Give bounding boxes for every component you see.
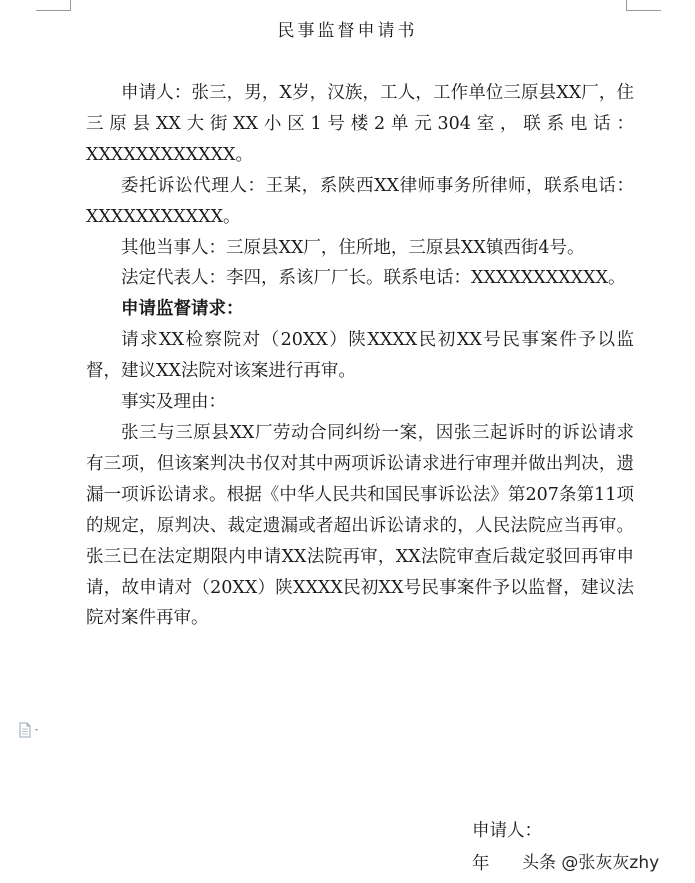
page-corner-mark-left bbox=[36, 0, 71, 11]
document-icon[interactable] bbox=[18, 722, 44, 738]
heading-facts-and-reasons: 事实及理由： bbox=[121, 392, 226, 413]
paragraph-applicant: 申请人：张三，男，X岁，汉族，工人，工作单位三原县XX厂，住三原县XX大街XX小区1号楼2单元304室，联系电话：XXXXXXXXXXXX。 bbox=[86, 83, 634, 165]
document-title: 民事监督申请书 bbox=[277, 21, 418, 41]
document-body bbox=[86, 78, 634, 634]
heading-supervision-request: 申请监督请求： bbox=[121, 299, 244, 320]
paragraph-facts: 张三与三原县XX厂劳动合同纠纷一案，因张三起诉时的诉讼请求有三项，但该案判决书仅对其中两项诉讼请求进行审理并做出判决，遗漏一项诉讼请求。根据《中华人民共和国民事诉讼法》第207条第11项的规定，原判决、裁定遗漏或者超出诉讼请求的，人民法院应当再审。张三已在法定期限内申请XX法院再审，XX法院审查后裁定驳回再审申请，故申请对（20XX）陕XXXX民初XX号民事案件予以监督，建议法院对案件再审。 bbox=[86, 422, 634, 629]
paragraph-request: 请求XX检察院对（20XX）陕XXXX民初XX号民事案件予以监督，建议XX法院对该案进行再审。 bbox=[86, 330, 634, 382]
paragraph-agent: 委托诉讼代理人：王某，系陕西XX律师事务所律师，联系电话：XXXXXXXXXXX。 bbox=[86, 175, 634, 227]
signature-label: 申请人： bbox=[472, 821, 542, 841]
date-line: 年 bbox=[472, 854, 490, 874]
paragraph-other-party: 其他当事人：三原县XX厂，住所地，三原县XX镇西街4号。 bbox=[121, 237, 585, 258]
watermark: 头条 @张灰灰zhy bbox=[522, 853, 660, 873]
page-corner-mark-right bbox=[626, 0, 661, 11]
paragraph-legal-representative: 法定代表人：李四，系该厂厂长。联系电话：XXXXXXXXXXX。 bbox=[121, 268, 626, 289]
